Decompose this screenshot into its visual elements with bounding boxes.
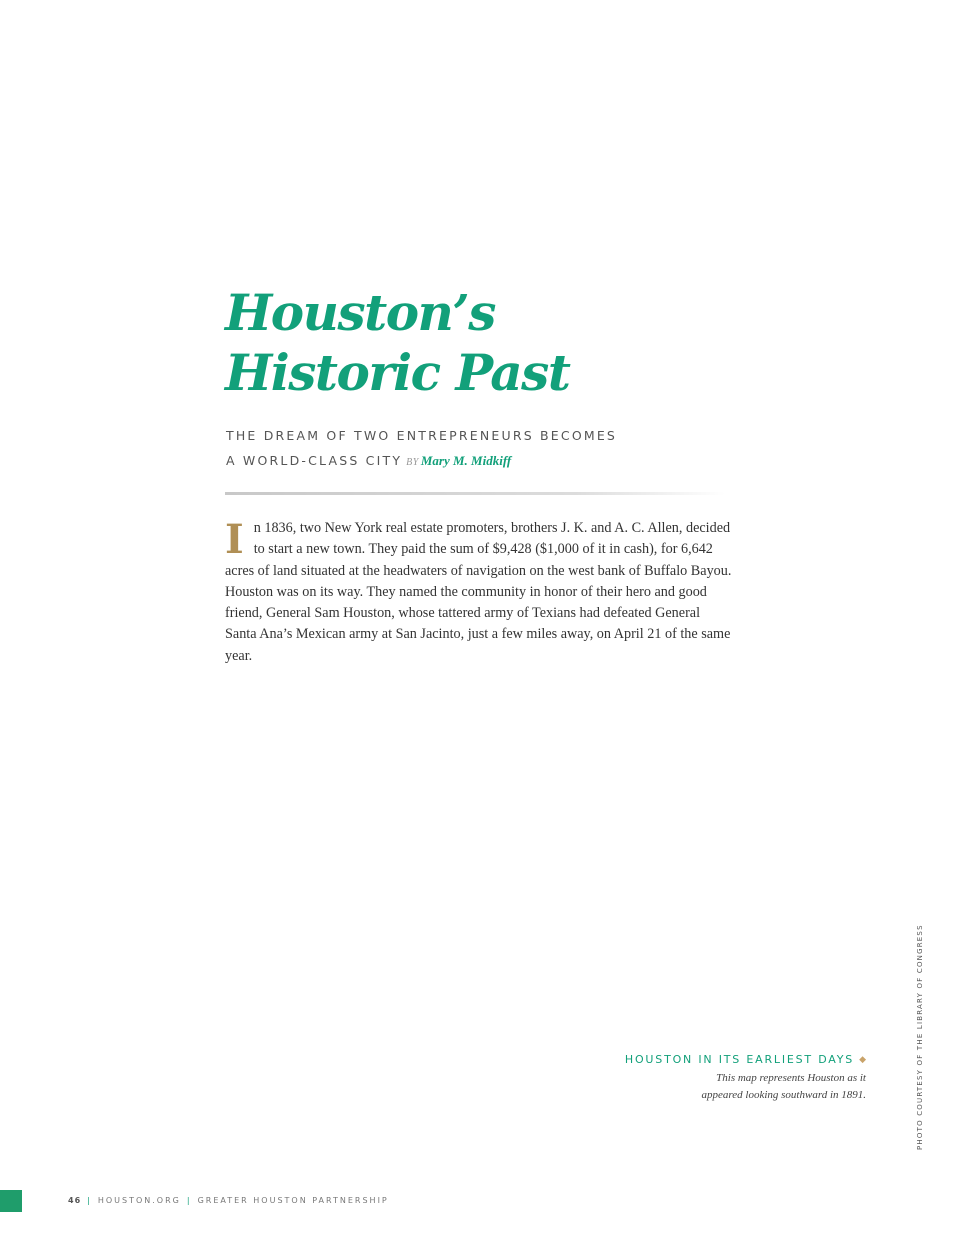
title-divider	[225, 492, 725, 495]
caption-title: HOUSTON IN ITS EARLIEST DAYS	[624, 1053, 855, 1066]
footer-site: HOUSTON.ORG	[97, 1196, 181, 1205]
caption-line-1: This map represents Houston as it	[716, 1072, 866, 1084]
page-footer	[68, 1195, 389, 1207]
article-subtitle	[226, 423, 617, 475]
caption-heading	[625, 1050, 866, 1069]
footer-publisher: GREATER HOUSTON PARTNERSHIP	[197, 1196, 389, 1205]
body-paragraph: n 1836, two New York real estate promoters, brothers J. K. and A. C. Allen, decided to start a new town. They paid the sum of $9,428 ($1,000 of it in cash), for 6,642 acres of land situated at the headwaters of navigation on the west bank of Buffalo Bayou. Houston was on its way. They named the community in honor of their hero and good friend, General Sam Houston, whose tattered army of Texians had defeated General Santa Ana’s Mexican army at San Jacinto, just a few miles away, on April 21 of the same year.	[225, 520, 732, 664]
footer-separator: |	[186, 1196, 192, 1205]
author-name: Mary M. Midkiff	[420, 453, 512, 468]
footer-separator: |	[87, 1196, 92, 1205]
subtitle-line-2-with-byline	[226, 448, 617, 475]
drop-cap: I	[225, 516, 244, 563]
diamond-icon: ◆	[859, 1054, 866, 1064]
subtitle-line-2: A WORLD-CLASS CITY	[226, 453, 403, 468]
folio-tab	[0, 1190, 22, 1212]
article-title	[225, 283, 569, 403]
caption-text	[625, 1070, 866, 1104]
subtitle-line-1: THE DREAM OF TWO ENTREPRENEURS BECOMES	[226, 428, 618, 443]
title-line-1: Houston’s	[225, 283, 495, 342]
byline-prefix: BY	[406, 457, 419, 468]
caption-line-2: appeared looking southward in 1891.	[701, 1089, 866, 1101]
photo-credit: PHOTO COURTESY OF THE LIBRARY OF CONGRESS	[916, 924, 924, 1150]
article-body	[225, 518, 735, 667]
page-number: 46	[68, 1196, 82, 1205]
image-caption	[625, 1050, 866, 1104]
title-line-2: Historic Past	[225, 343, 570, 402]
